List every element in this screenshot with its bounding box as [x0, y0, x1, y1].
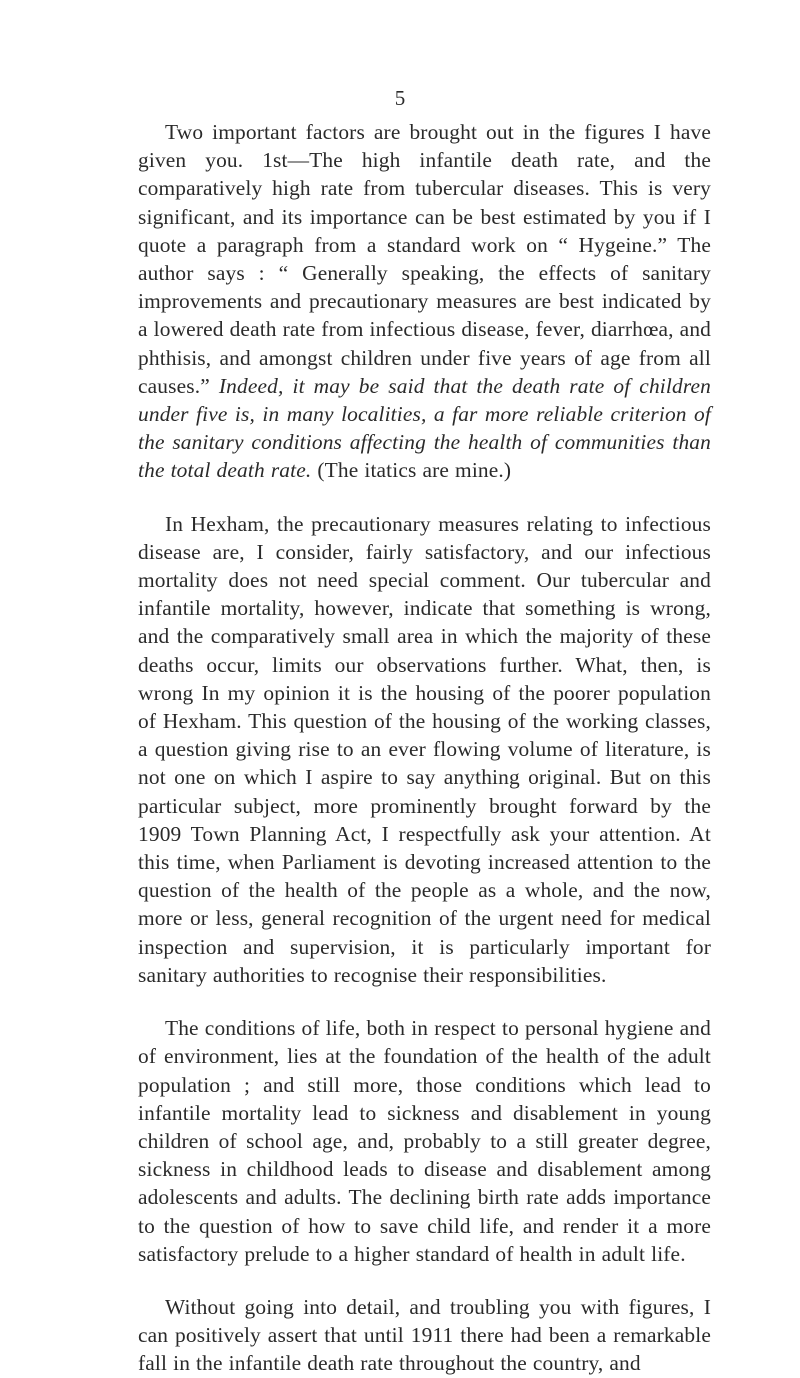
paragraph-factors: [138, 118, 711, 485]
italic-quotation: Indeed, it may be said that the death rate of children under five is, in many localities, a far more reliable criterion of the sanitary conditions affecting the health of communities than the total death rate.: [138, 373, 712, 483]
paragraph-factors-note: (The itatics are mine.): [311, 458, 512, 483]
paragraph-without-detail: Without going into detail, and troubling you with figures, I can positively assert that until 1911 there had been a remarkable fall in the infantile death rate throughout the country, and: [138, 1294, 711, 1376]
paragraph-factors-text: Two important factors are brought out in the figures I have given you. 1st—The high infantile death rate, and the comparatively high rate from tubercular diseases. This is very significant, and its importance can be best estimated by you if I quote a paragraph from a standard work on “ Hygeine.” The author says : “ Generally speaking, the effects of sanitary improvements and precautionary measures are best indicated by a lowered death rate from infectious disease, fever, diarrhœa, and phthisis, and amongst children under five years of age from all causes.”: [138, 120, 712, 398]
page-number: 5: [394, 86, 406, 110]
body-text: [138, 118, 711, 1378]
paragraph-conditions: The conditions of life, both in respect to personal hygiene and of environment, lies at the foundation of the health of the adult population ; and still more, those conditions which lead to infantile mortality lead to sickness and disablement in young children of school age, and, probably to a still greater degree, sickness in childhood leads to disease and disablement among adolescents and adults. The declining birth rate adds importance to the question of how to save child life, and render it a more satisfactory prelude to a higher standard of health in adult life.: [138, 1016, 711, 1266]
paragraph-hexham: In Hexham, the precautionary measures relating to infectious disease are, I consider, fairly satisfactory, and our infectious mortality does not need special comment. Our tubercular and infantile mortality, however, indicate that something is wrong, and the comparatively small area in which the majority of these deaths occur, limits our observations further. What, then, is wrong In my opinion it is the housing of the poorer population of Hexham. This question of the housing of the working classes, a question giving rise to an ever flowing volume of literature, is not one on which I aspire to say anything original. But on this particular subject, more prominently brought forward by the 1909 Town Planning Act, I respectfully ask your attention. At this time, when Parliament is devoting increased attention to the question of the health of the people as a whole, and the now, more or less, general recognition of the urgent need for medical inspection and supervision, it is particularly important for sanitary authorities to recognise their responsibilities.: [138, 511, 711, 987]
